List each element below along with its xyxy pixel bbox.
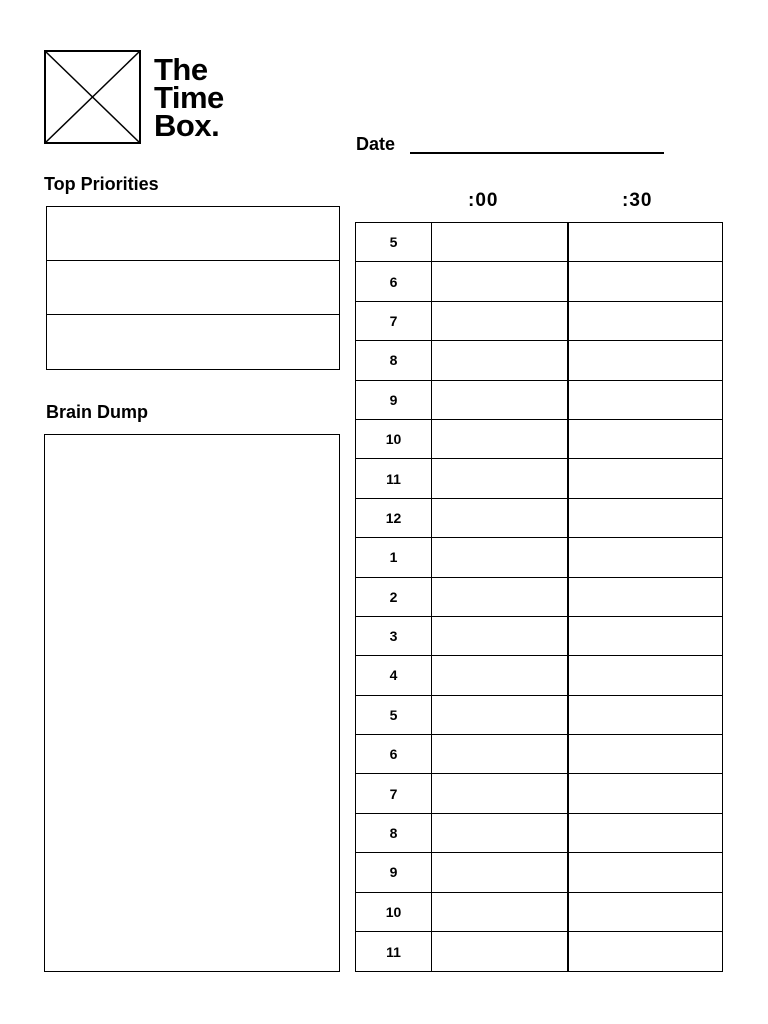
logo-wordmark (154, 52, 224, 143)
time-slot-30[interactable] (569, 932, 722, 971)
time-slot-30[interactable] (569, 499, 722, 537)
column-header-30: :30 (622, 190, 653, 211)
time-slot-30[interactable] (569, 578, 722, 616)
priority-row[interactable] (47, 261, 339, 315)
logo-line: The (154, 52, 208, 87)
hour-label: 12 (356, 499, 432, 537)
schedule-row (356, 814, 722, 853)
date-label: Date (356, 134, 396, 154)
schedule-row (356, 735, 722, 774)
schedule-row (356, 656, 722, 695)
schedule-row (356, 302, 722, 341)
priority-row[interactable] (47, 207, 339, 261)
time-slot-00[interactable] (432, 735, 569, 773)
column-header-00: :00 (468, 190, 499, 211)
schedule-row (356, 538, 722, 577)
time-slot-00[interactable] (432, 223, 569, 261)
time-slot-30[interactable] (569, 617, 722, 655)
hour-label: 9 (356, 853, 432, 891)
top-priorities-list (46, 206, 340, 370)
time-slot-30[interactable] (569, 459, 722, 497)
time-slot-30[interactable] (569, 774, 722, 812)
time-slot-00[interactable] (432, 696, 569, 734)
hour-label: 10 (356, 420, 432, 458)
time-slot-00[interactable] (432, 499, 569, 537)
time-slot-30[interactable] (569, 341, 722, 379)
time-slot-00[interactable] (432, 341, 569, 379)
time-slot-00[interactable] (432, 893, 569, 931)
hour-label: 5 (356, 223, 432, 261)
hour-label: 4 (356, 656, 432, 694)
schedule-row (356, 341, 722, 380)
time-slot-30[interactable] (569, 223, 722, 261)
time-slot-30[interactable] (569, 262, 722, 300)
brain-dump-area[interactable] (44, 434, 340, 972)
time-slot-00[interactable] (432, 656, 569, 694)
time-slot-00[interactable] (432, 420, 569, 458)
time-slot-30[interactable] (569, 420, 722, 458)
time-slot-00[interactable] (432, 578, 569, 616)
hour-label: 11 (356, 932, 432, 971)
time-slot-00[interactable] (432, 262, 569, 300)
schedule-row (356, 381, 722, 420)
schedule-row (356, 420, 722, 459)
time-slot-30[interactable] (569, 893, 722, 931)
schedule-row (356, 853, 722, 892)
schedule-row (356, 459, 722, 498)
time-slot-00[interactable] (432, 302, 569, 340)
top-priorities-title: Top Priorities (44, 174, 159, 194)
time-slot-00[interactable] (432, 617, 569, 655)
hour-label: 9 (356, 381, 432, 419)
time-slot-30[interactable] (569, 381, 722, 419)
time-slot-00[interactable] (432, 853, 569, 891)
time-slot-30[interactable] (569, 696, 722, 734)
schedule-row (356, 617, 722, 656)
box-cross-icon (44, 50, 141, 144)
hour-label: 7 (356, 774, 432, 812)
time-slot-00[interactable] (432, 774, 569, 812)
hour-label: 11 (356, 459, 432, 497)
schedule-row (356, 223, 722, 262)
time-slot-30[interactable] (569, 538, 722, 576)
time-slot-30[interactable] (569, 302, 722, 340)
schedule-row (356, 696, 722, 735)
schedule-row (356, 774, 722, 813)
priority-row[interactable] (47, 315, 339, 369)
date-field[interactable] (410, 152, 664, 154)
time-slot-30[interactable] (569, 814, 722, 852)
hour-label: 7 (356, 302, 432, 340)
time-slot-30[interactable] (569, 853, 722, 891)
time-slot-00[interactable] (432, 814, 569, 852)
schedule-row (356, 578, 722, 617)
hour-label: 8 (356, 341, 432, 379)
schedule-row (356, 932, 722, 971)
hour-label: 10 (356, 893, 432, 931)
hour-label: 8 (356, 814, 432, 852)
hour-label: 5 (356, 696, 432, 734)
time-slot-00[interactable] (432, 932, 569, 971)
schedule-grid (355, 222, 723, 972)
hour-label: 3 (356, 617, 432, 655)
hour-label: 1 (356, 538, 432, 576)
hour-label: 2 (356, 578, 432, 616)
schedule-row (356, 893, 722, 932)
schedule-row (356, 499, 722, 538)
logo-line: Box. (154, 108, 220, 143)
time-slot-00[interactable] (432, 538, 569, 576)
time-slot-00[interactable] (432, 381, 569, 419)
time-slot-30[interactable] (569, 656, 722, 694)
hour-label: 6 (356, 735, 432, 773)
time-slot-30[interactable] (569, 735, 722, 773)
hour-label: 6 (356, 262, 432, 300)
brain-dump-title: Brain Dump (46, 402, 149, 422)
logo-line: Time (154, 80, 224, 115)
schedule-row (356, 262, 722, 301)
logo-mark (44, 50, 141, 144)
time-slot-00[interactable] (432, 459, 569, 497)
